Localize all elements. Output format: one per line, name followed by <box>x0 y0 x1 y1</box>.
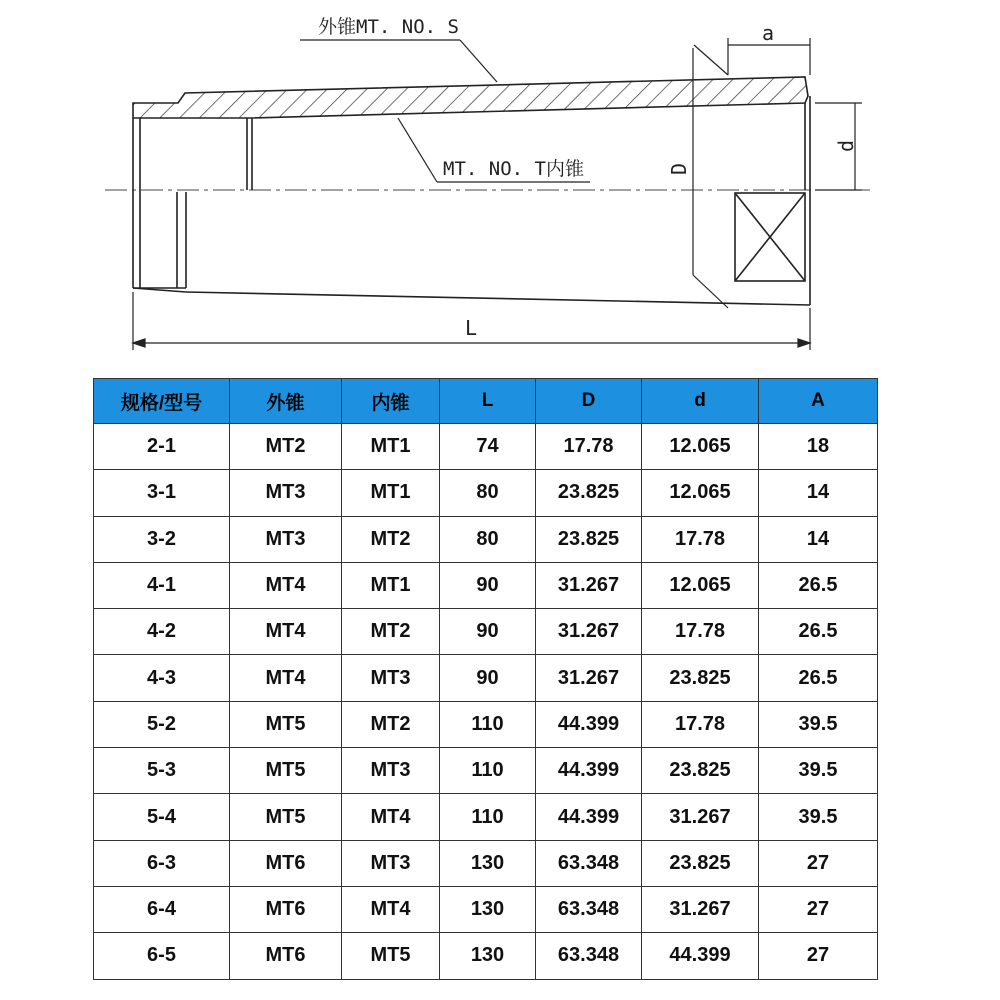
outer-taper-leader <box>460 40 497 82</box>
table-cell: MT1 <box>342 470 440 516</box>
table-cell: 27 <box>759 886 878 932</box>
table-cell: 63.348 <box>536 933 642 979</box>
column-header: D <box>536 379 642 424</box>
table-row <box>94 609 878 655</box>
column-header: 外锥 <box>230 379 342 424</box>
table-cell: 74 <box>440 424 536 470</box>
table-row <box>94 470 878 516</box>
table-cell: 23.825 <box>536 470 642 516</box>
column-header: d <box>642 379 759 424</box>
dim-L-label: L <box>465 316 478 340</box>
table-cell: MT1 <box>342 424 440 470</box>
table-cell: MT2 <box>342 516 440 562</box>
table-cell: 17.78 <box>642 609 759 655</box>
table-cell: 3-1 <box>94 470 230 516</box>
table-cell: 110 <box>440 794 536 840</box>
table-row <box>94 562 878 608</box>
table-cell: 17.78 <box>642 516 759 562</box>
table-cell: 5-3 <box>94 748 230 794</box>
table-cell: MT5 <box>230 748 342 794</box>
table-cell: 39.5 <box>759 794 878 840</box>
table-cell: 130 <box>440 840 536 886</box>
table-cell: MT3 <box>342 655 440 701</box>
table-header-row <box>94 379 878 424</box>
table-cell: 23.825 <box>642 655 759 701</box>
dim-d-label: d <box>834 139 858 152</box>
table-cell: MT4 <box>342 886 440 932</box>
table-cell: 63.348 <box>536 886 642 932</box>
table-cell: 23.825 <box>642 748 759 794</box>
table-row <box>94 840 878 886</box>
table-cell: 26.5 <box>759 655 878 701</box>
taper-sleeve-drawing <box>0 0 1000 365</box>
table-row <box>94 424 878 470</box>
table-cell: 3-2 <box>94 516 230 562</box>
table-row <box>94 701 878 747</box>
table-row <box>94 748 878 794</box>
table-cell: MT4 <box>230 655 342 701</box>
table-cell: 39.5 <box>759 701 878 747</box>
column-header: 规格/型号 <box>94 379 230 424</box>
table-cell: 63.348 <box>536 840 642 886</box>
table-cell: 44.399 <box>642 933 759 979</box>
table-cell: 14 <box>759 470 878 516</box>
inner-taper-leader <box>398 118 437 182</box>
table-cell: MT3 <box>342 840 440 886</box>
table-cell: 12.065 <box>642 562 759 608</box>
sleeve-outline <box>133 96 810 305</box>
table-cell: 44.399 <box>536 748 642 794</box>
table-cell: 23.825 <box>642 840 759 886</box>
table-cell: 110 <box>440 748 536 794</box>
table-cell: 4-1 <box>94 562 230 608</box>
table-cell: MT4 <box>230 609 342 655</box>
table-cell: 17.78 <box>642 701 759 747</box>
table-cell: 31.267 <box>642 794 759 840</box>
table-cell: 23.825 <box>536 516 642 562</box>
table-cell: 130 <box>440 933 536 979</box>
table-cell: MT6 <box>230 840 342 886</box>
table-cell: 5-2 <box>94 701 230 747</box>
table-cell: 2-1 <box>94 424 230 470</box>
table-cell: MT6 <box>230 933 342 979</box>
table-cell: MT2 <box>342 609 440 655</box>
spec-table <box>93 378 878 980</box>
table-cell: 5-4 <box>94 794 230 840</box>
table-cell: 44.399 <box>536 701 642 747</box>
table-cell: 130 <box>440 886 536 932</box>
table-cell: 26.5 <box>759 609 878 655</box>
table-cell: MT6 <box>230 886 342 932</box>
dim-D-label: D <box>667 162 691 175</box>
table-cell: 6-5 <box>94 933 230 979</box>
table-cell: 6-3 <box>94 840 230 886</box>
table-cell: 31.267 <box>536 655 642 701</box>
table-cell: 17.78 <box>536 424 642 470</box>
table-cell: 12.065 <box>642 424 759 470</box>
table-cell: 12.065 <box>642 470 759 516</box>
table-cell: 80 <box>440 470 536 516</box>
outer-taper-label: 外锥MT. NO. S <box>318 16 459 38</box>
table-row <box>94 933 878 979</box>
table-cell: 26.5 <box>759 562 878 608</box>
table-row <box>94 516 878 562</box>
table-cell: MT5 <box>342 933 440 979</box>
table-cell: MT3 <box>342 748 440 794</box>
inner-taper-label: MT. NO. T内锥 <box>443 158 584 180</box>
dim-a-label: a <box>762 21 775 45</box>
table-cell: 31.267 <box>536 609 642 655</box>
hatched-wall-section <box>133 77 808 118</box>
column-header: 内锥 <box>342 379 440 424</box>
table-cell: 44.399 <box>536 794 642 840</box>
table-cell: 90 <box>440 655 536 701</box>
column-header: L <box>440 379 536 424</box>
table-cell: 4-2 <box>94 609 230 655</box>
table-cell: 31.267 <box>536 562 642 608</box>
table-cell: 14 <box>759 516 878 562</box>
table-cell: MT5 <box>230 794 342 840</box>
tang-slot <box>735 193 805 281</box>
column-header: A <box>759 379 878 424</box>
table-cell: 18 <box>759 424 878 470</box>
table-cell: 39.5 <box>759 748 878 794</box>
table-cell: MT3 <box>230 470 342 516</box>
table-cell: 80 <box>440 516 536 562</box>
table-cell: MT1 <box>342 562 440 608</box>
table-cell: 110 <box>440 701 536 747</box>
table-row <box>94 886 878 932</box>
table-cell: 90 <box>440 609 536 655</box>
table-cell: 90 <box>440 562 536 608</box>
table-row <box>94 794 878 840</box>
table-cell: 6-4 <box>94 886 230 932</box>
table-cell: MT2 <box>342 701 440 747</box>
table-cell: 27 <box>759 933 878 979</box>
table-cell: MT5 <box>230 701 342 747</box>
table-cell: MT4 <box>230 562 342 608</box>
table-body <box>94 424 878 980</box>
table-cell: 4-3 <box>94 655 230 701</box>
table-row <box>94 655 878 701</box>
dimension-a <box>694 38 810 75</box>
table-cell: MT4 <box>342 794 440 840</box>
table-cell: 27 <box>759 840 878 886</box>
table-cell: 31.267 <box>642 886 759 932</box>
table-cell: MT3 <box>230 516 342 562</box>
table-cell: MT2 <box>230 424 342 470</box>
